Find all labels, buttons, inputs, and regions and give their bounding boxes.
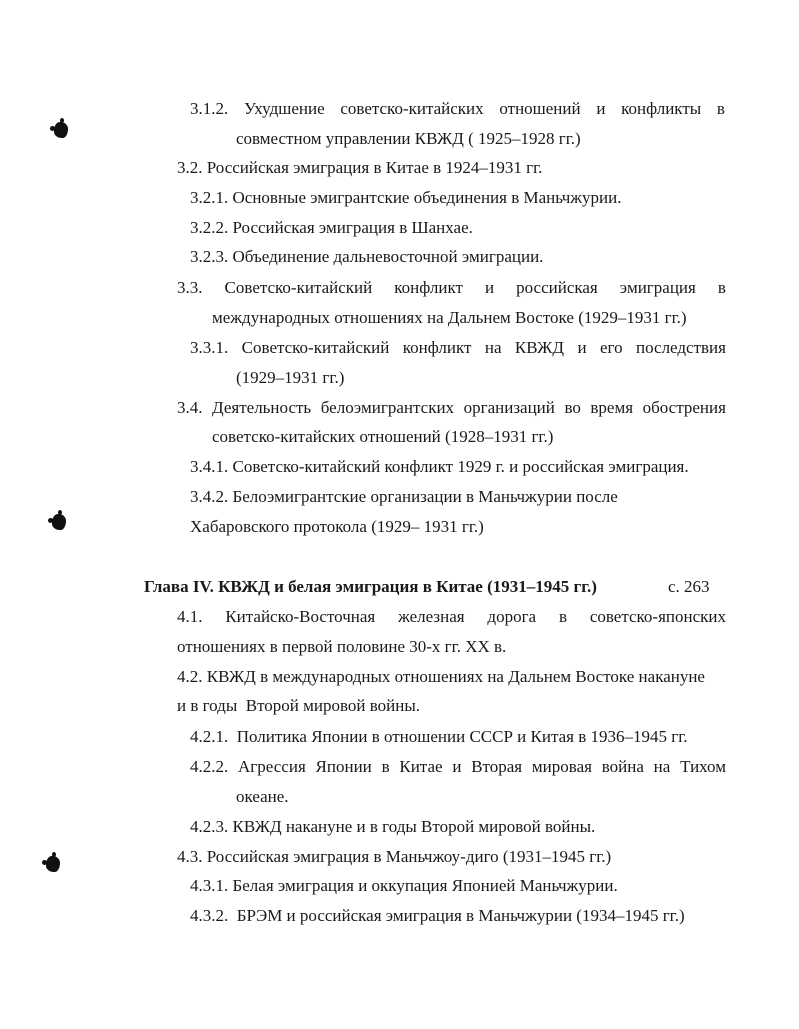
toc-entry-3-4-cont: советско-китайских отношений (1928–1931 гг.) — [212, 427, 554, 446]
toc-entry-3-3-cont: международных отношениях на Дальнем Востоке (1929–1931 гг.) — [212, 308, 687, 327]
toc-word: 3.4. — [177, 398, 203, 417]
toc-word: конфликт — [402, 338, 472, 357]
toc-entry-3-4 — [177, 397, 726, 419]
toc-word: на — [653, 757, 671, 776]
toc-entry-4-1-cont: отношениях в первой половине 30-х гг. XX в. — [177, 637, 507, 656]
toc-word: эмиграция — [619, 278, 696, 297]
punch-hole-bottom — [46, 856, 60, 872]
toc-word: время — [590, 398, 634, 417]
toc-word: и — [452, 757, 462, 776]
toc-entry-4-2-2 — [190, 756, 726, 778]
toc-word: дорога — [487, 607, 537, 626]
toc-entry-3-2-3: 3.2.3. Объединение дальневосточной эмиграции. — [190, 247, 544, 266]
toc-word: 4.1. — [177, 607, 203, 626]
toc-entry-4-2-cont: и в годы Второй мировой войны. — [177, 696, 421, 715]
toc-word: мировая — [531, 757, 592, 776]
toc-word: 3.1.2. — [190, 99, 229, 118]
toc-word: белоэмигрантских — [320, 398, 455, 417]
punch-hole-top — [54, 122, 68, 138]
chapter-4-title: Глава IV. КВЖД и белая эмиграция в Китае (1931–1945 гг.) — [144, 577, 597, 596]
toc-entry-4-3-1: 4.3.1. Белая эмиграция и оккупация Японией Маньчжурии. — [190, 876, 618, 895]
toc-word: Тихом — [680, 757, 726, 776]
toc-word: и — [577, 338, 587, 357]
toc-word: конфликты — [621, 99, 702, 118]
toc-word: Китае — [399, 757, 443, 776]
toc-entry-4-2-1: 4.2.1. Политика Японии в отношении СССР и Китая в 1936–1945 гг. — [190, 727, 688, 746]
toc-word: конфликт — [394, 278, 463, 297]
punch-hole-middle — [52, 514, 66, 530]
toc-word: и — [596, 99, 606, 118]
toc-word: его — [599, 338, 623, 357]
toc-word: 4.2.2. — [190, 757, 229, 776]
toc-word: Агрессия — [238, 757, 306, 776]
toc-word: советско-китайских — [340, 99, 484, 118]
toc-word: КВЖД — [514, 338, 565, 357]
toc-entry-3-2-1: 3.2.1. Основные эмигрантские объединения в Маньчжурии. — [190, 188, 622, 207]
toc-word: железная — [398, 607, 465, 626]
toc-entry-3-1-2 — [190, 98, 725, 120]
toc-entry-3-4-2-cont: Хабаровского протокола (1929– 1931 гг.) — [190, 517, 484, 536]
toc-word: отношений — [499, 99, 581, 118]
toc-word: в — [381, 757, 390, 776]
toc-entry-3-3-1-cont: (1929–1931 гг.) — [236, 368, 345, 387]
toc-word: и — [484, 278, 495, 297]
toc-entry-4-1 — [177, 606, 726, 628]
toc-word: Китайско-Восточная — [225, 607, 376, 626]
toc-entry-4-3: 4.3. Российская эмиграция в Маньчжоу-диго (1931–1945 гг.) — [177, 847, 612, 866]
toc-word: советско-японских — [589, 607, 726, 626]
toc-entry-3-1-2-cont: совместном управлении КВЖД ( 1925–1928 гг.) — [236, 129, 581, 148]
toc-entry-3-4-1: 3.4.1. Советско-китайский конфликт 1929 г. и российская эмиграция. — [190, 457, 689, 476]
chapter-4-page: с. 263 — [668, 577, 710, 596]
toc-entry-4-3-2: 4.3.2. БРЭМ и российская эмиграция в Маньчжурии (1934–1945 гг.) — [190, 906, 685, 925]
toc-word: организаций — [463, 398, 555, 417]
toc-word: Японии — [315, 757, 372, 776]
toc-word: Советско-китайский — [224, 278, 373, 297]
toc-word: война — [601, 757, 644, 776]
toc-word: Вторая — [471, 757, 523, 776]
toc-word: Советско-китайский — [241, 338, 390, 357]
toc-entry-3-3-1 — [190, 337, 726, 359]
toc-word: 3.3.1. — [190, 338, 229, 357]
toc-word: на — [484, 338, 502, 357]
toc-entry-4-2-2-cont: океане. — [236, 787, 289, 806]
toc-entry-4-2: 4.2. КВЖД в международных отношениях на Дальнем Востоке накануне — [177, 667, 705, 686]
toc-word: в — [717, 278, 726, 297]
toc-entry-3-3 — [177, 277, 726, 299]
toc-word: в — [716, 99, 725, 118]
toc-word: российская — [516, 278, 598, 297]
toc-entry-4-2-3: 4.2.3. КВЖД накануне и в годы Второй мировой войны. — [190, 817, 596, 836]
toc-word: обострения — [642, 398, 726, 417]
toc-entry-3-2-2: 3.2.2. Российская эмиграция в Шанхае. — [190, 218, 473, 237]
toc-word: Ухудшение — [243, 99, 325, 118]
toc-word: последствия — [636, 338, 726, 357]
toc-word: Деятельность — [212, 398, 312, 417]
toc-word: 3.3. — [177, 278, 203, 297]
toc-word: во — [564, 398, 581, 417]
toc-word: в — [558, 607, 567, 626]
toc-entry-3-4-2: 3.4.2. Белоэмигрантские организации в Маньчжурии после — [190, 487, 618, 506]
toc-entry-3-2: 3.2. Российская эмиграция в Китае в 1924–1931 гг. — [177, 158, 543, 177]
